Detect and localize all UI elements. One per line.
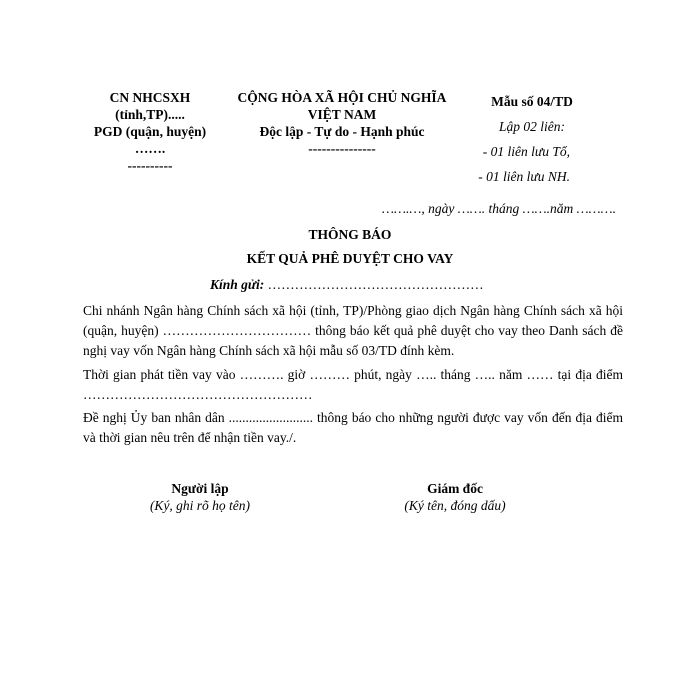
copies-label: Lập 02 liên: bbox=[499, 119, 565, 134]
body-paragraph-disbursement-time: Thời gian phát tiền vay vào ………. giờ ……… phút, ngày ….. tháng ….. năm …… tại địa điểm …………………………………………… bbox=[83, 367, 623, 402]
national-motto: Độc lập - Tự do - Hạnh phúc bbox=[259, 124, 425, 139]
document-subtitle: KẾT QUẢ PHÊ DUYỆT CHO VAY bbox=[246, 251, 454, 266]
recipient-line bbox=[210, 276, 484, 294]
copy-item-2: - 01 liên lưu NH. bbox=[478, 169, 570, 184]
branch-divider: ---------- bbox=[127, 158, 173, 173]
signature-preparer-note: (Ký, ghi rõ họ tên) bbox=[149, 498, 251, 513]
recipient-label: Kính gửi: bbox=[210, 277, 265, 292]
document-title: THÔNG BÁO bbox=[308, 227, 392, 242]
branch-placeholder: ……. bbox=[134, 141, 166, 156]
branch-district: PGD (quận, huyện) bbox=[93, 124, 207, 139]
copy-item-1: - 01 liên lưu Tổ, bbox=[482, 144, 570, 159]
branch-header bbox=[80, 89, 220, 174]
body-paragraph-approval: Chi nhánh Ngân hàng Chính sách xã hội (tỉnh, TP)/Phòng giao dịch Ngân hàng Chính sách xã hội (quận, huyện) …………………………… thông báo kết quả phê duyệt cho vay theo Danh sách đề nghị vay vốn Ngân hàng Chính sách xã hội mẫu số 03/TD đính kèm. bbox=[83, 303, 623, 358]
signature-preparer bbox=[130, 480, 270, 514]
form-number: Mẫu số 04/TD bbox=[491, 94, 573, 109]
signature-director-title: Giám đốc bbox=[427, 481, 483, 496]
body-paragraph-request: Đề nghị Ủy ban nhân dân ......................... thông báo cho những người được vay vốn đến địa điểm và thời gian nêu trên để nhận tiền vay./. bbox=[83, 410, 623, 445]
signature-preparer-title: Người lập bbox=[171, 481, 229, 496]
national-header bbox=[222, 89, 462, 157]
branch-province: (tỉnh,TP)..... bbox=[115, 107, 185, 122]
national-title-line2: VIỆT NAM bbox=[307, 107, 377, 122]
national-title-line1: CỘNG HÒA XÃ HỘI CHỦ NGHĨA bbox=[237, 90, 447, 105]
national-divider: --------------- bbox=[308, 141, 376, 156]
date-line: …….…, ngày ……. tháng …….năm ………. bbox=[381, 201, 616, 216]
branch-name: CN NHCSXH bbox=[109, 90, 191, 105]
signature-director bbox=[380, 480, 530, 514]
recipient-dots: ………………………………………… bbox=[264, 277, 484, 292]
form-info bbox=[462, 89, 602, 189]
signature-director-note: (Ký tên, đóng dấu) bbox=[404, 498, 506, 513]
